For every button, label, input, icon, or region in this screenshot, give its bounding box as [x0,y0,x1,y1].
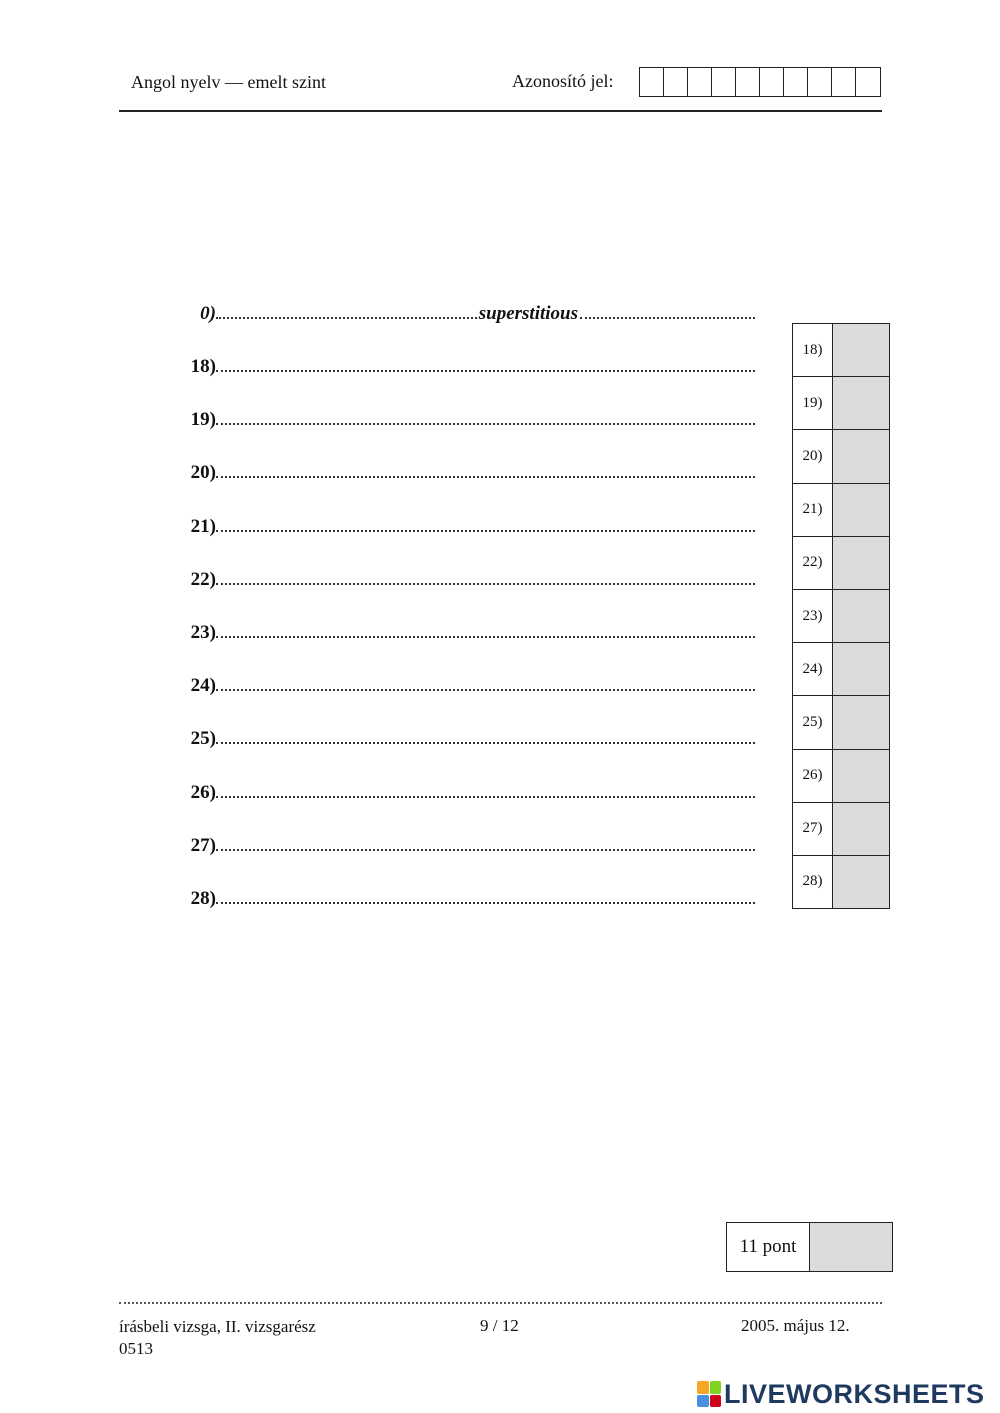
score-row [793,856,889,909]
answer-number: 18) [190,356,216,377]
footer-divider [119,1302,882,1304]
brand-text: LIVEWORKSHEETS [724,1378,985,1409]
points-label: 11 pont [727,1223,810,1271]
answer-number: 24) [190,675,216,697]
answer-input[interactable] [216,475,755,478]
answer-number: 21) [190,515,216,537]
score-row [793,643,889,696]
id-digit-box[interactable] [712,68,736,96]
score-cell[interactable] [833,430,889,482]
score-row [793,324,889,377]
id-digit-box[interactable] [808,68,832,96]
score-label: 19) [793,377,833,429]
answer-line[interactable] [150,878,755,908]
points-score-cell[interactable] [810,1223,892,1271]
score-row [793,377,889,430]
score-label: 24) [793,643,833,695]
logo-square [697,1381,709,1394]
answer-input[interactable] [216,901,755,904]
answer-line[interactable] [150,718,755,748]
answer-number: 19) [190,409,216,431]
answer-line[interactable] [150,612,755,642]
score-cell[interactable] [833,856,889,908]
answer-line[interactable] [150,559,755,589]
footer-left [119,1316,316,1360]
answer-line[interactable] [150,665,755,695]
score-row [793,484,889,537]
exam-title: Angol nyelv — emelt szint [131,72,326,92]
score-cell[interactable] [833,377,889,429]
id-digit-box[interactable] [736,68,760,96]
id-label: Azonosító jel: [512,71,614,91]
score-cell[interactable] [833,750,889,802]
live-icon [697,1381,721,1407]
score-label: 21) [793,484,833,536]
score-label: 27) [793,803,833,855]
logo-square [697,1395,709,1408]
id-digit-box[interactable] [688,68,712,96]
score-cell[interactable] [833,696,889,748]
score-label: 23) [793,590,833,642]
score-label: 28) [793,856,833,908]
answer-input[interactable] [216,422,755,425]
id-digit-box[interactable] [832,68,856,96]
dotted-line [580,316,755,319]
score-label: 25) [793,696,833,748]
answer-line[interactable] [150,506,755,536]
score-label: 20) [793,430,833,482]
score-row [793,590,889,643]
answer-input[interactable] [216,369,755,372]
dotted-line [216,316,477,319]
points-box [726,1222,893,1272]
id-digit-box[interactable] [856,68,880,96]
score-cell[interactable] [833,590,889,642]
answer-input[interactable] [216,741,755,744]
liveworksheets-logo [697,1378,985,1410]
score-row [793,696,889,749]
score-cell[interactable] [833,537,889,589]
score-cell[interactable] [833,324,889,376]
answer-input[interactable] [216,635,755,638]
answer-number: 28) [190,888,216,909]
answer-line[interactable] [150,452,755,482]
score-label: 22) [793,537,833,589]
example-line [150,293,755,323]
example-number: 0) [200,303,216,324]
score-row [793,430,889,483]
id-digit-box[interactable] [784,68,808,96]
score-table [792,323,890,909]
answer-line[interactable] [150,772,755,802]
score-row [793,750,889,803]
answer-line[interactable] [150,399,755,429]
logo-square [710,1381,722,1394]
answer-number: 20) [190,462,216,484]
answer-number: 22) [190,568,216,590]
id-digit-box[interactable] [664,68,688,96]
score-row [793,803,889,856]
answer-number: 23) [190,622,216,643]
answer-input[interactable] [216,582,755,585]
answer-number: 26) [190,781,216,803]
score-label: 18) [793,324,833,376]
score-cell[interactable] [833,643,889,695]
exam-part: írásbeli vizsga, II. vizsgarész [119,1317,316,1336]
answer-number: 25) [190,728,216,750]
answer-number: 27) [190,834,216,856]
score-cell[interactable] [833,484,889,536]
answer-input[interactable] [216,529,755,532]
score-cell[interactable] [833,803,889,855]
id-boxes[interactable] [639,67,881,97]
example-answer: superstitious [478,303,578,324]
score-label: 26) [793,750,833,802]
logo-square [710,1395,722,1408]
id-digit-box[interactable] [640,68,664,96]
header-divider [119,110,882,112]
answer-line[interactable] [150,825,755,855]
score-row [793,537,889,590]
answer-input[interactable] [216,795,755,798]
answer-input[interactable] [216,848,755,851]
answer-line[interactable] [150,346,755,376]
page-number: 9 / 12 [480,1316,519,1335]
exam-date: 2005. május 12. [741,1316,850,1335]
exam-code: 0513 [119,1339,153,1358]
id-digit-box[interactable] [760,68,784,96]
answer-input[interactable] [216,688,755,691]
